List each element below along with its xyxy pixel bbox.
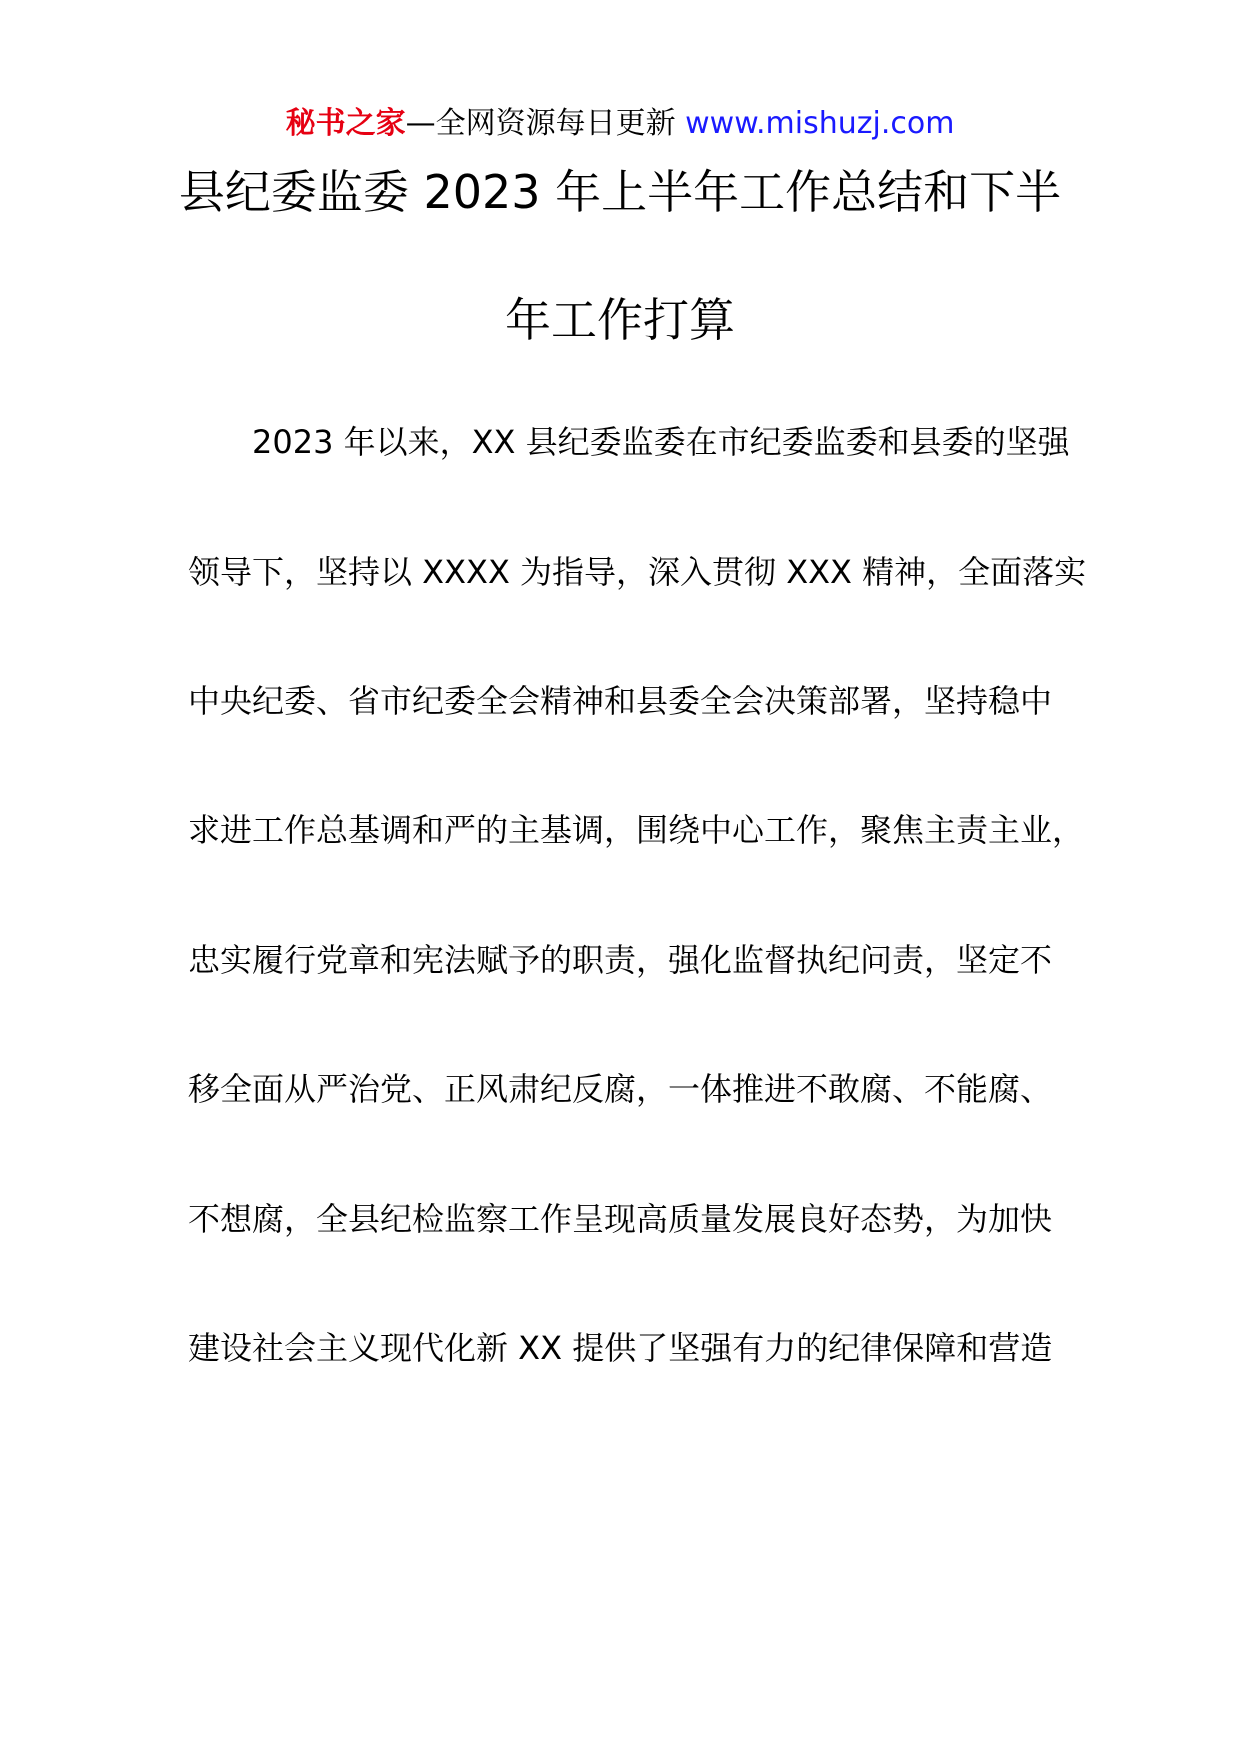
body-paragraph-line: 移全面从严治党、正风肃纪反腐，一体推进不敢腐、不能腐、	[188, 1070, 1053, 1108]
body-paragraph-line: 2023 年以来，XX 县纪委监委在市纪委监委和县委的坚强	[252, 423, 1070, 461]
site-url-link[interactable]: www.mishuzj.com	[685, 106, 955, 141]
body-paragraph-line: 求进工作总基调和严的主基调，围绕中心工作，聚焦主责主业，	[188, 811, 1085, 849]
body-paragraph-line: 中央纪委、省市纪委全会精神和县委全会决策部署，坚持稳中	[188, 682, 1053, 720]
document-title-line-2: 年工作打算	[505, 293, 735, 347]
body-paragraph-line: 领导下，坚持以 XXXX 为指导，深入贯彻 XXX 精神，全面落实	[188, 553, 1087, 591]
body-paragraph-line: 不想腐，全县纪检监察工作呈现高质量发展良好态势，为加快	[188, 1200, 1053, 1238]
brand-name: 秘书之家	[285, 106, 406, 141]
header-tagline: —全网资源每日更新	[405, 106, 676, 141]
watermark-header	[0, 102, 1240, 146]
body-paragraph-line: 忠实履行党章和宪法赋予的职责，强化监督执纪问责，坚定不	[188, 941, 1053, 979]
body-paragraph-line: 建设社会主义现代化新 XX 提供了坚强有力的纪律保障和营造	[188, 1329, 1053, 1367]
document-title-line-1: 县纪委监委 2023 年上半年工作总结和下半	[178, 165, 1062, 219]
